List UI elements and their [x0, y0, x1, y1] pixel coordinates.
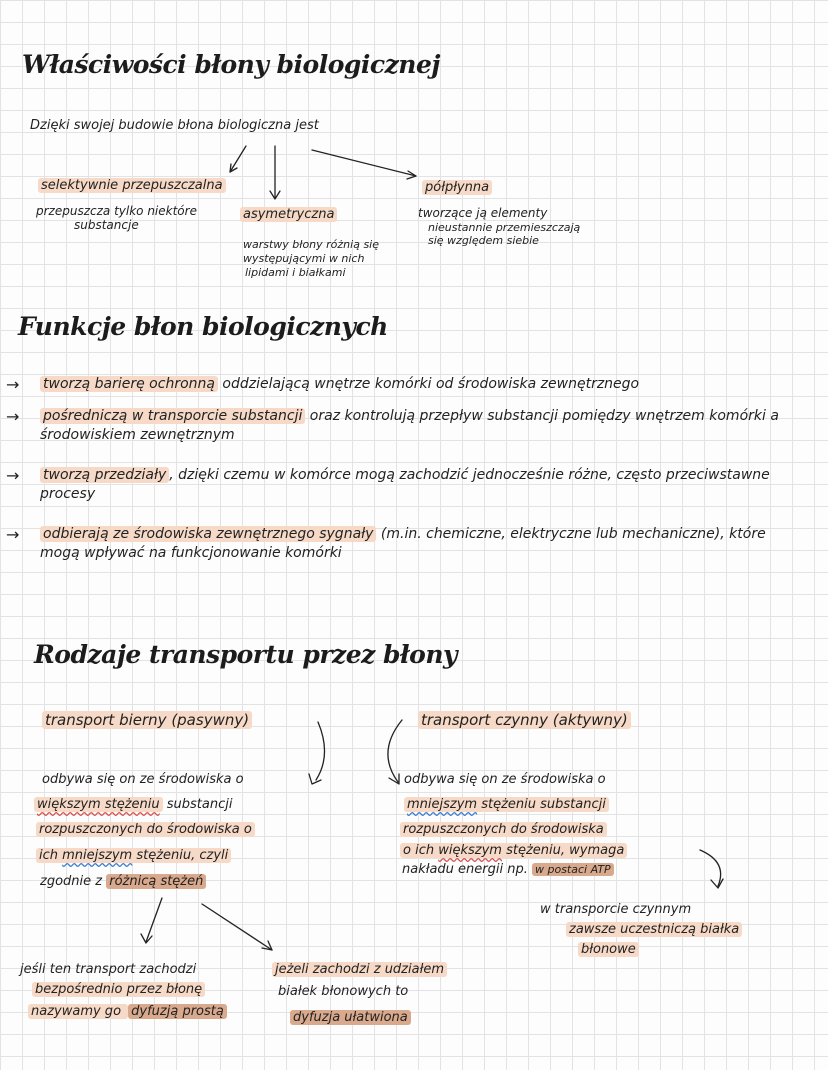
- arrow-right-icon: →: [6, 407, 20, 426]
- active-note-line-1: w transporcie czynnym: [540, 902, 692, 917]
- active-line-4-a: o ich: [403, 843, 439, 858]
- active-line-5-a: nakładu energii np.: [402, 862, 532, 877]
- function-lead: pośredniczą w transporcie substancji: [40, 408, 305, 424]
- direct-diffusion-line-2-text: bezpośrednio przez błonę: [32, 982, 205, 997]
- passive-lower-concentration: mniejszym: [62, 848, 133, 863]
- property-asymmetric-desc-2: występującymi w nich: [243, 252, 365, 265]
- passive-line-5-a: zgodnie z: [40, 874, 107, 889]
- function-rest: , dzięki czemu w komórce mogą zachodzić jednocześnie różne, często przeciwstawne procesy: [40, 467, 770, 502]
- function-rest: oddzielającą wnętrze komórki od środowiska zewnętrznego: [217, 376, 640, 392]
- active-atp: w postaci ATP: [532, 863, 614, 876]
- property-asymmetric-name: asymetryczna: [240, 207, 337, 222]
- passive-higher-concentration: większym stężeniu: [34, 797, 163, 812]
- passive-line-4-c: stężeniu, czyli: [132, 848, 229, 863]
- property-semifluid-name: półpłynna: [422, 180, 492, 195]
- function-lead: tworzą przedziały: [40, 467, 169, 483]
- active-higher-concentration: większym: [438, 843, 502, 858]
- active-note-line-2-text: zawsze uczestniczą białka: [566, 922, 742, 937]
- passive-line-1: odbywa się on ze środowiska o: [42, 772, 244, 787]
- passive-line-3-text: rozpuszczonych do środowiska o: [36, 822, 255, 837]
- arrow-to-facilitated-icon: [202, 904, 272, 950]
- property-selective-desc-1: przepuszcza tylko niektóre: [36, 204, 197, 218]
- section-title-properties: Właściwości błony biologicznej: [22, 50, 440, 79]
- active-note-line-3-text: błonowe: [578, 942, 639, 957]
- active-line-1: odbywa się on ze środowiska o: [404, 772, 606, 787]
- property-selective-name: selektywnie przepuszczalna: [38, 178, 226, 193]
- active-line-2-rest: stężeniu substancji: [477, 797, 606, 812]
- arrow-to-semifluid-icon: [312, 150, 416, 176]
- active-lower-concentration: mniejszym: [407, 797, 478, 812]
- simple-diffusion: dyfuzją prostą: [128, 1004, 227, 1019]
- direct-diffusion-line-3-a: nazywamy go: [31, 1004, 126, 1019]
- function-rest: (m.in. chemiczne, elektryczne lub mechaniczne), które mogą wpływać na funkcjonowanie komórki: [40, 526, 766, 561]
- property-semifluid-desc-2: nieustannie przemieszczają: [428, 221, 581, 234]
- curve-arrow-active-icon: [388, 720, 402, 782]
- active-line-4-c: stężeniu, wymaga: [501, 843, 625, 858]
- arrow-right-icon: →: [6, 466, 20, 485]
- intro-text: Dzięki swojej budowie błona biologiczna jest: [30, 118, 319, 133]
- function-lead: tworzą barierę ochronną: [40, 376, 218, 392]
- arrow-to-selective-icon: [230, 146, 246, 172]
- facilitated-diffusion: dyfuzja ułatwiona: [290, 1010, 411, 1025]
- property-selective-desc-2: substancje: [74, 218, 139, 232]
- active-heading-text: transport czynny (aktywny): [418, 711, 631, 729]
- facilitated-line-1-text: jeżeli zachodzi z udziałem: [272, 962, 447, 977]
- curve-arrow-note-icon: [700, 850, 721, 886]
- property-semifluid-desc-1: tworzące ją elementy: [418, 206, 548, 220]
- facilitated-line-2: białek błonowych to: [278, 984, 409, 999]
- function-lead: odbierają ze środowiska zewnętrznego sygnały: [40, 526, 376, 542]
- passive-concentration-gradient: różnicą stężeń: [106, 874, 206, 889]
- passive-line-2-rest: substancji: [162, 797, 233, 812]
- curve-arrow-passive-icon: [316, 722, 325, 780]
- section-title-transport: Rodzaje transportu przez błony: [34, 640, 458, 669]
- property-asymmetric-desc-1: warstwy błony różnią się: [243, 238, 380, 251]
- property-asymmetric-desc-3: lipidami i białkami: [245, 266, 346, 279]
- passive-line-4-a: ich: [39, 848, 63, 863]
- arrow-right-icon: →: [6, 525, 20, 544]
- direct-diffusion-line-1: jeśli ten transport zachodzi: [20, 962, 197, 977]
- passive-heading-text: transport bierny (pasywny): [42, 711, 252, 729]
- property-semifluid-desc-3: się względem siebie: [428, 234, 539, 247]
- arrow-right-icon: →: [6, 375, 20, 394]
- section-title-functions: Funkcje błon biologicznych: [18, 312, 388, 341]
- arrow-to-direct-icon: [146, 898, 162, 942]
- function-rest: oraz kontrolują przepływ substancji pomiędzy wnętrzem komórki a środowiskiem zewnętrznym: [40, 408, 779, 443]
- active-line-3-text: rozpuszczonych do środowiska: [400, 822, 607, 837]
